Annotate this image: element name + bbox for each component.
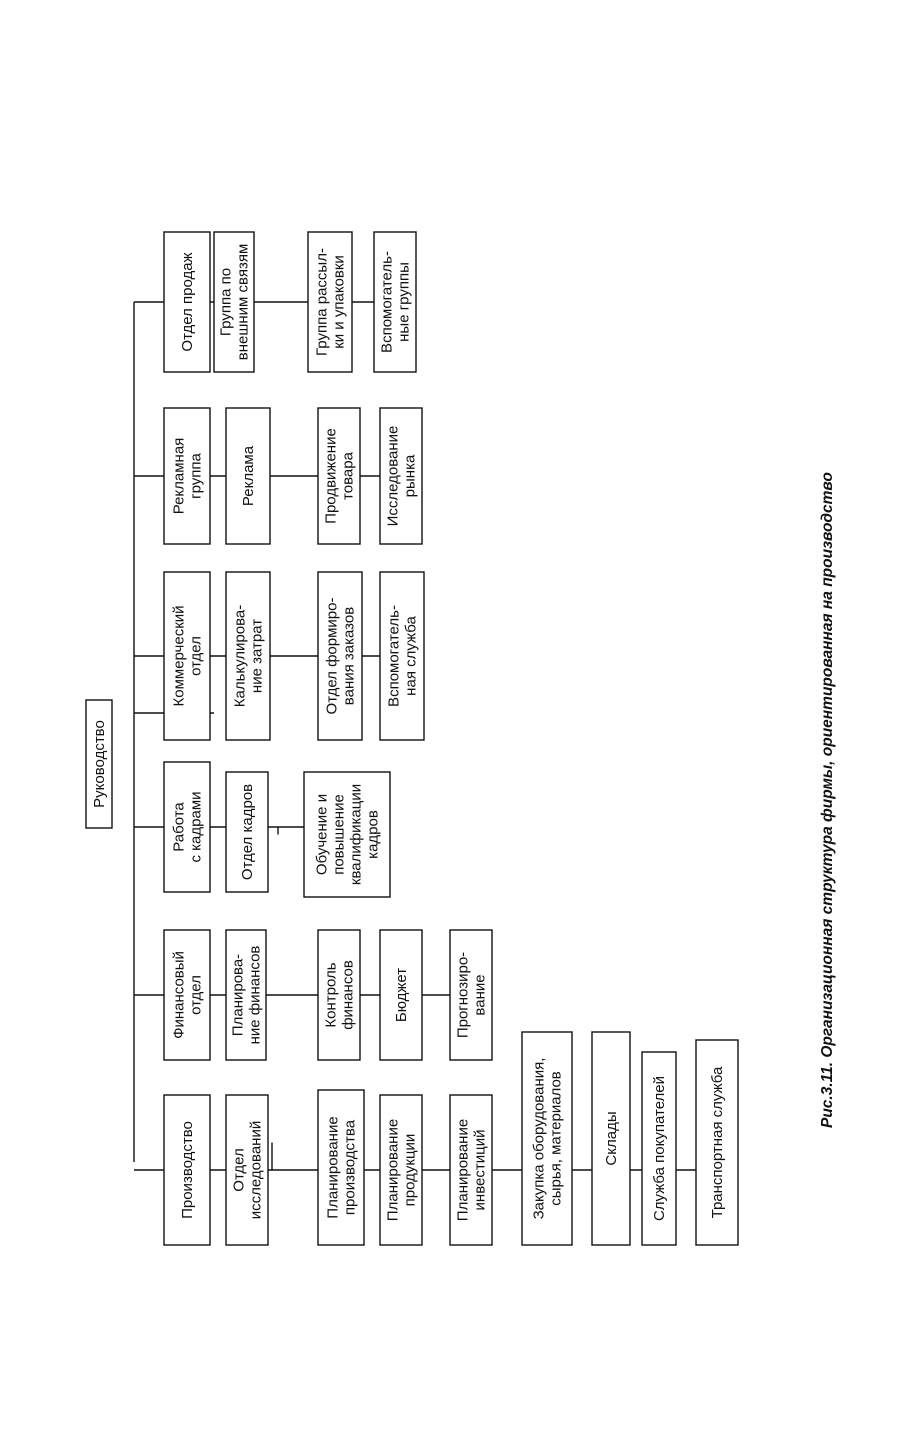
dept-5-unit-box-label-line: внешним связям: [234, 243, 252, 361]
dept-0-header-box: [164, 1095, 210, 1245]
dept-4-unit-box-label-line: рынка: [401, 454, 419, 498]
dept-0-unit-box: [380, 1095, 422, 1245]
dept-1-unit-box-label-line: Контроль: [322, 962, 340, 1028]
dept-1-unit-box-label: [230, 946, 264, 1045]
dept-1-unit-box-label-line: финансов: [339, 960, 357, 1030]
dept-0-unit-box-label-line: Транспортная служба: [709, 1066, 726, 1219]
root-box-management: [86, 700, 112, 828]
dept-5-header-box-label-line: Отдел продаж: [179, 252, 196, 352]
dept-4-header-box: [164, 408, 210, 544]
dept-0-unit-box-label-line: Служба покупателей: [651, 1075, 668, 1222]
dept-4-header-box-label-line: Рекламная: [170, 437, 188, 515]
dept-1-unit-box: [450, 930, 492, 1060]
dept-0-header-box-label: [179, 1121, 196, 1219]
dept-0-unit-box-label: [603, 1111, 620, 1165]
dept-0-unit-box-label-line: Планирование: [324, 1116, 342, 1219]
dept-1-unit-box: [318, 930, 360, 1060]
dept-1-unit-box-label-line: вание: [471, 974, 489, 1016]
dept-0-unit-box-label: [651, 1076, 668, 1221]
figure-caption: Рис.3.11. Организационная структура фирмы, ориентированная на производство: [819, 472, 836, 1128]
dept-2-unit-box-label-line: кадров: [364, 810, 382, 859]
dept-0-unit-box-label-line: Склады: [603, 1111, 620, 1166]
dept-0-unit-box-label-line: инвестиций: [471, 1129, 489, 1211]
dept-4-unit-box-label: [240, 445, 257, 506]
org-units: [86, 232, 738, 1245]
dept-3-unit-box: [318, 572, 362, 740]
dept-0-unit-box-label-line: исследований: [247, 1120, 265, 1220]
dept-3-unit-box-label-line: Отдел формиро-: [323, 597, 341, 715]
dept-2-unit-box-label-line: Отдел кадров: [239, 783, 256, 881]
dept-3-unit-box-label-line: Калькулирова-: [231, 604, 249, 708]
dept-1-unit-box-label-line: Планирова-: [229, 953, 247, 1037]
dept-4-unit-box: [318, 408, 360, 544]
dept-0-unit-box-label-line: Планирование: [384, 1118, 402, 1222]
dept-4-unit-box-label-line: Реклама: [240, 445, 257, 507]
dept-5-unit-box-label-line: ные группы: [395, 262, 413, 342]
dept-5-unit-box-label: [314, 248, 348, 356]
dept-4-unit-box-label-line: Продвижение: [322, 428, 340, 524]
dept-3-unit-box: [380, 572, 424, 740]
dept-1-unit-box-label-line: ние финансов: [246, 945, 264, 1045]
dept-5-header-box: [164, 232, 210, 372]
dept-0-unit-box-label: [709, 1066, 726, 1218]
dept-1-header-box-label-line: Финансовый: [170, 951, 188, 1039]
dept-3-unit-box-label-line: ние затрат: [248, 618, 266, 694]
dept-5-unit-box: [308, 232, 352, 372]
dept-3-unit-box-label-line: Вспомогатель-: [385, 605, 403, 707]
dept-1-unit-box-label: [393, 968, 410, 1022]
dept-3-unit-box: [226, 572, 270, 740]
dept-3-header-box-label-line: Коммерческий: [170, 605, 188, 707]
dept-5-unit-box-label: [379, 251, 413, 353]
dept-2-unit-box-label-line: квалификации: [347, 783, 365, 886]
dept-2-unit-box: [226, 772, 268, 892]
root-box-management-label-line: Руководство: [91, 720, 108, 808]
dept-4-header-box-label-line: группа: [187, 453, 205, 499]
dept-0-unit-box: [226, 1095, 268, 1245]
dept-0-unit-box: [642, 1052, 676, 1245]
dept-3-header-box: [164, 572, 210, 740]
dept-0-unit-box-label-line: производства: [341, 1119, 359, 1216]
dept-0-unit-box: [450, 1095, 492, 1245]
dept-4-unit-box: [226, 408, 270, 544]
dept-0-unit-box-label: [455, 1119, 489, 1221]
dept-2-unit-box-label-line: повышение: [330, 794, 348, 875]
dept-0-unit-box-label-line: Планирование: [454, 1118, 472, 1222]
dept-3-unit-box-label-line: вания заказов: [340, 606, 358, 706]
dept-5-header-box-label: [179, 252, 196, 351]
dept-0-unit-box-label: [531, 1058, 565, 1220]
dept-2-unit-box-label-line: Обучение и: [313, 793, 331, 876]
dept-3-unit-box-label: [232, 605, 266, 708]
dept-0-unit-box-label: [385, 1119, 419, 1221]
dept-0-unit-box-label-line: Закупка оборудования,: [530, 1057, 548, 1220]
dept-2-header-box-label-line: Работа: [170, 802, 188, 852]
dept-4-unit-box-label-line: Исследование: [384, 425, 402, 527]
dept-2-header-box-label-line: с кадрами: [187, 791, 205, 863]
dept-5-unit-box-label-line: ки и упаковки: [330, 255, 348, 349]
dept-0-unit-box: [522, 1032, 572, 1245]
dept-5-unit-box: [214, 232, 254, 372]
dept-5-unit-box-label-line: Группа по: [217, 267, 235, 337]
dept-5-unit-box-label-line: Группа рассыл-: [313, 248, 331, 356]
dept-4-unit-box: [380, 408, 422, 544]
dept-4-unit-box-label-line: товара: [339, 452, 357, 500]
dept-0-unit-box: [696, 1040, 738, 1245]
dept-1-unit-box: [380, 930, 422, 1060]
dept-1-unit-box-label: [323, 960, 357, 1030]
dept-1-header-box-label-line: отдел: [187, 975, 205, 1015]
dept-0-unit-box: [318, 1090, 364, 1245]
dept-0-unit-box-label-line: Отдел: [230, 1148, 248, 1192]
root-box-management-label: [91, 720, 108, 808]
dept-0-unit-box: [592, 1032, 630, 1245]
dept-0-unit-box-label: [325, 1116, 359, 1218]
dept-3-unit-box-label: [324, 598, 358, 715]
dept-5-unit-box: [374, 232, 416, 372]
dept-5-unit-box-label-line: Вспомогатель-: [378, 251, 396, 353]
dept-1-header-box: [164, 930, 210, 1060]
dept-1-unit-box-label-line: Прогнозиро-: [454, 951, 472, 1039]
dept-3-unit-box-label: [386, 605, 420, 707]
dept-2-unit-box-label: [239, 784, 256, 880]
dept-0-unit-box-label-line: продукции: [401, 1133, 419, 1207]
dept-3-header-box-label-line: отдел: [187, 636, 205, 676]
dept-0-unit-box-label-line: сырья, материалов: [547, 1071, 565, 1206]
dept-1-unit-box-label-line: Бюджет: [393, 967, 410, 1023]
dept-0-header-box-label-line: Производство: [179, 1121, 196, 1219]
dept-3-unit-box-label-line: ная служба: [402, 616, 420, 696]
dept-2-header-box: [164, 762, 210, 892]
dept-1-unit-box: [226, 930, 266, 1060]
dept-2-unit-box: [304, 772, 390, 897]
